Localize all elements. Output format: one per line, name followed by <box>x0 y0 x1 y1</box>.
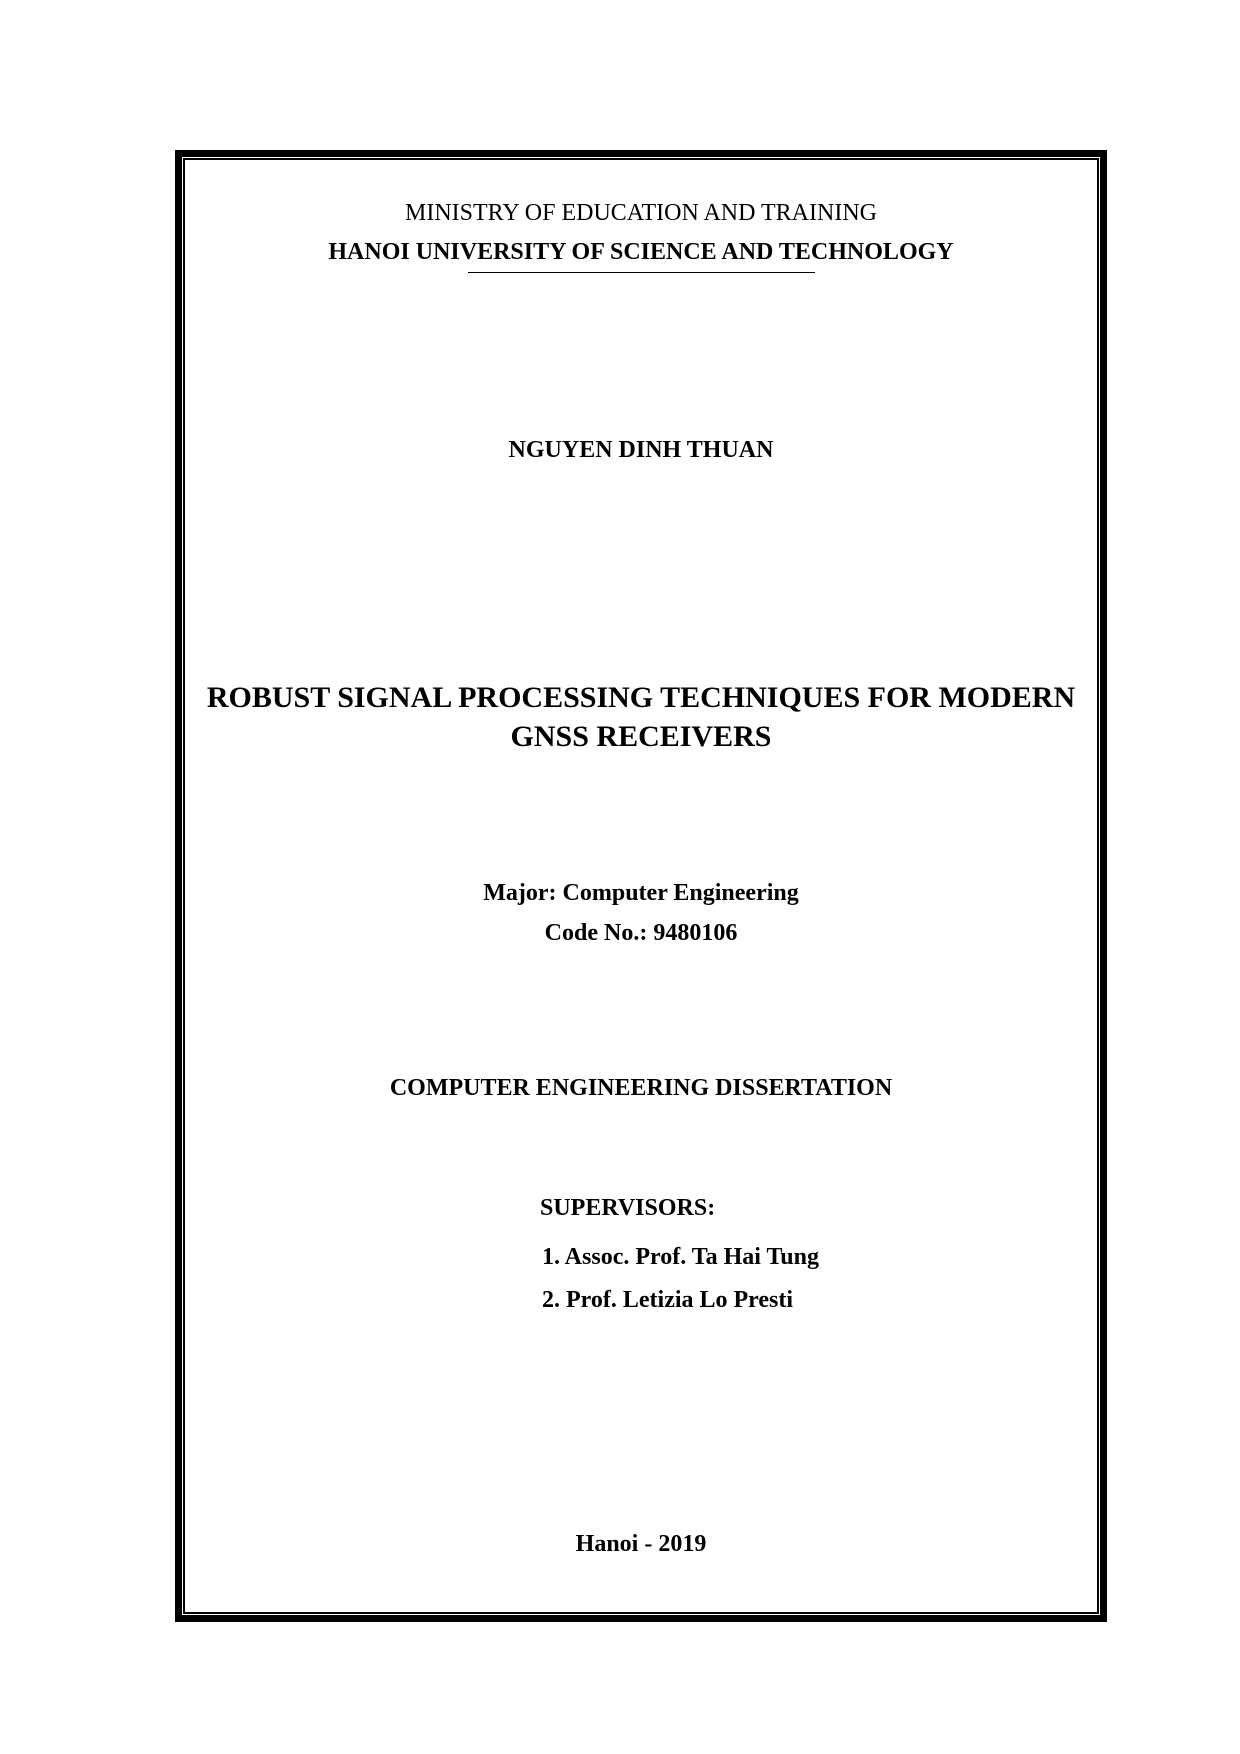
document-type: COMPUTER ENGINEERING DISSERTATION <box>389 1075 893 1101</box>
supervisor-item: 2. Prof. Letizia Lo Presti <box>542 1287 794 1313</box>
university-name: HANOI UNIVERSITY OF SCIENCE AND TECHNOLOGY <box>328 239 954 265</box>
supervisor-item: 1. Assoc. Prof. Ta Hai Tung <box>542 1244 819 1270</box>
supervisors-heading: SUPERVISORS: <box>540 1195 716 1221</box>
author-name: NGUYEN DINH THUAN <box>508 437 774 463</box>
major-field: Major: Computer Engineering <box>483 880 799 906</box>
thesis-title-line-2: GNSS RECEIVERS <box>510 720 772 753</box>
code-number: Code No.: 9480106 <box>544 920 738 946</box>
place-and-year: Hanoi - 2019 <box>575 1531 707 1557</box>
university-underline <box>468 272 815 273</box>
thesis-title-line-1: ROBUST SIGNAL PROCESSING TECHNIQUES FOR MODERN <box>206 681 1076 714</box>
ministry-name: MINISTRY OF EDUCATION AND TRAINING <box>404 200 877 226</box>
